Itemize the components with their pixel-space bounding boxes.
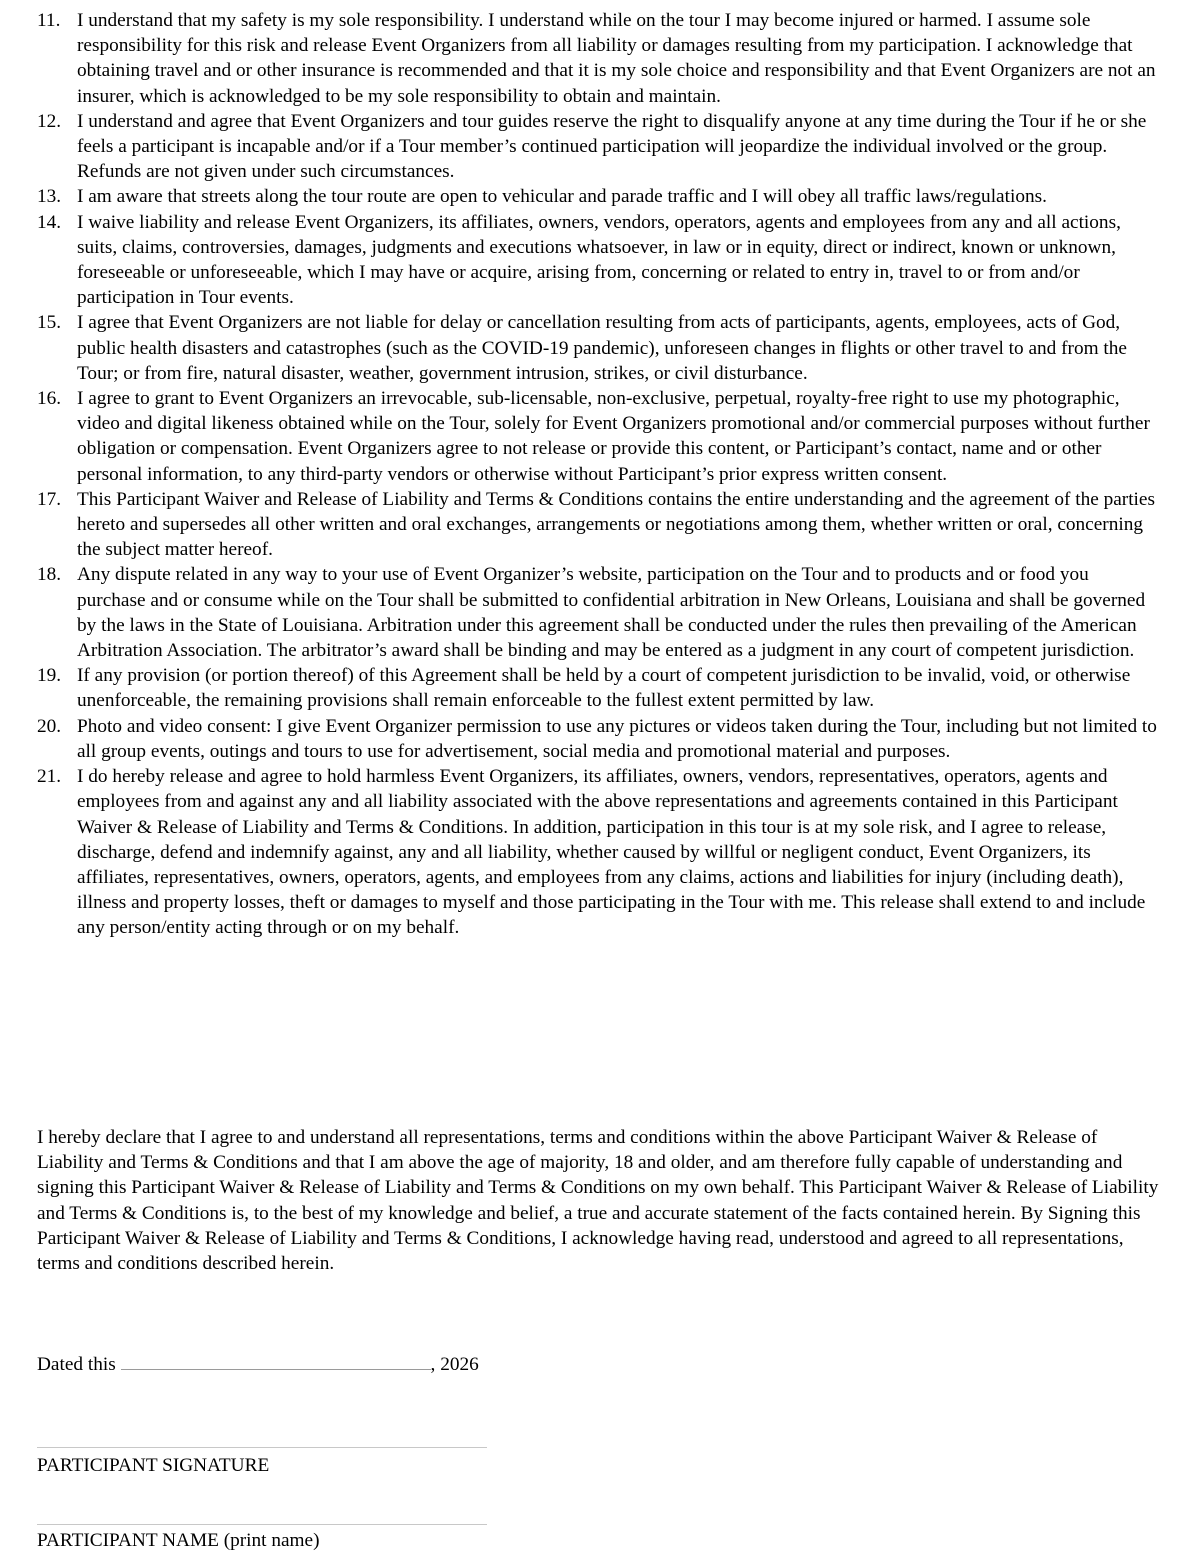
date-blank-field[interactable] [121,1350,431,1370]
clause-text: I understand and agree that Event Organizers and tour guides reserve the right to disqualify anyone at any time during the Tour if he or she feels a participant is incapable and/or if a Tour member’s continued participation will jeopardize the individual involved or the group. Refunds are not given under such circumstances. [77,110,1147,183]
clause-list [0,8,1160,941]
print-name-line[interactable] [37,1524,487,1525]
clause-text: Photo and video consent: I give Event Organizer permission to use any pictures or videos taken during the Tour, including but not limited to all group events, outings and tours to use for advertisement, social media and promotional material and purposes. [77,715,1157,762]
clause-text: I am aware that streets along the tour route are open to vehicular and parade traffic and I will obey all traffic laws/regulations. [77,186,1047,208]
clause-number: 15. [37,312,62,334]
dated-line [37,1350,479,1377]
clause-item [0,487,1160,563]
clause-number: 17. [37,488,62,510]
signature-label: PARTICIPANT SIGNATURE [37,1455,270,1476]
clause-text: This Participant Waiver and Release of Liability and Terms & Conditions contains the entire understanding and the agreement of the parties hereto and supersedes all other written and oral exchanges, arrangements or negotiations among them, whether written or oral, concerning the subject matter hereof. [77,488,1155,561]
clause-text: I waive liability and release Event Organizers, its affiliates, owners, vendors, operators, agents and employees from any and all actions, suits, claims, controversies, damages, judgments and executions whatsoever, in law or in equity, direct or indirect, known or unknown, foreseeable or unforeseeable, which I may have or acquire, arising from, concerning or related to entry in, travel to or from and/or participation in Tour events. [77,211,1121,309]
clause-text: I understand that my safety is my sole responsibility. I understand while on the tour I may become injured or harmed. I assume sole responsibility for this risk and release Event Organizers from all liability or damages resulting from my participation. I acknowledge that obtaining travel and or other insurance is recommended and that it is my sole choice and responsibility and that Event Organizers are not an insurer, which is acknowledged to be my sole responsibility to obtain and maintain. [77,10,1156,107]
clause-item [0,310,1160,386]
dated-prefix: Dated this [37,1354,116,1375]
clause-number: 12. [37,110,62,132]
clause-number: 11. [37,10,61,31]
clause-text: Any dispute related in any way to your use of Event Organizer’s website, participation on the Tour and to products and or food you purchase and or consume while on the Tour shall be submitted to confidential arbitration in New Orleans, Louisiana and shall be governed by the laws in the State of Louisiana. Arbitration under this agreement shall be conducted under the rules then prevailing of the American Arbitration Association. The arbitrator’s award shall be binding and may be entered as a judgment in any court of competent jurisdiction. [77,564,1146,662]
print-name-label: PARTICIPANT NAME (print name) [37,1530,320,1551]
clause-text: If any provision (or portion thereof) of this Agreement shall be held by a court of competent jurisdiction to be invalid, void, or otherwise unenforceable, the remaining provisions shall remain enforceable to the fullest extent permitted by law. [77,665,1131,712]
clause-number: 13. [37,186,62,208]
clause-item [0,386,1160,487]
clause-text: I agree that Event Organizers are not liable for delay or cancellation resulting from acts of participants, agents, employees, acts of God, public health disasters and catastrophes (such as the COVID-19 pandemic), unforeseen changes in flights or other travel to and from the Tour; or from fire, natural disaster, weather, government intrusion, strikes, or civil disturbance. [77,312,1127,384]
clause-number: 21. [37,766,62,788]
clause-item [0,562,1160,663]
clause-item [0,663,1160,713]
clause-item [0,8,1160,109]
declaration-paragraph: I hereby declare that I agree to and understand all representations, terms and conditions within the above Participant Waiver & Release of Liability and Terms & Conditions and that I am above the age of majority, 18 and older, and am therefore fully capable of understanding and signing this Participant Waiver & Release of Liability and Terms & Conditions on my own behalf. This Participant Waiver & Release of Liability and Terms & Conditions is, to the best of my knowledge and belief, a true and accurate statement of the facts contained herein. By Signing this Participant Waiver & Release of Liability and Terms & Conditions, I acknowledge having read, understood and agreed to all representations, terms and conditions described herein. [37,1127,1159,1275]
clause-text: I agree to grant to Event Organizers an irrevocable, sub-licensable, non-exclusive, perpetual, royalty-free right to use my photographic, video and digital likeness obtained while on the Tour, solely for Event Organizers promotional and/or commercial purposes without further obligation or compensation. Event Organizers agree to not release or provide this content, or Participant’s contact, name and or other personal information, to any third-party vendors or otherwise without Participant’s prior express written consent. [77,388,1150,485]
clause-number: 20. [37,715,62,737]
clause-number: 19. [37,665,62,687]
clause-item [0,184,1160,209]
clause-text: I do hereby release and agree to hold harmless Event Organizers, its affiliates, owners, vendors, representatives, operators, agents and employees from and against any and all liability associated with the above representations and agreements contained in this Participant Waiver & Release of Liability and Terms & Conditions. In addition, participation in this tour is at my sole risk, and I agree to release, discharge, defend and indemnify against, any and all liability, whether caused by willful or negligent conduct, Event Organizers, its affiliates, representatives, owners, operators, agents, and employees from any claims, actions and liabilities for injury (including death), illness and property losses, theft or damages to myself and those participating in the Tour with me. This release shall extend to and include any person/entity acting through or on my behalf. [77,766,1146,939]
clause-item [0,109,1160,185]
clause-item [0,210,1160,311]
clause-item [0,714,1160,764]
clause-number: 16. [37,388,62,410]
signature-line[interactable] [37,1447,487,1448]
dated-suffix: , 2026 [430,1354,479,1375]
clause-number: 14. [37,211,62,233]
clause-number: 18. [37,564,62,586]
clause-item [0,764,1160,940]
